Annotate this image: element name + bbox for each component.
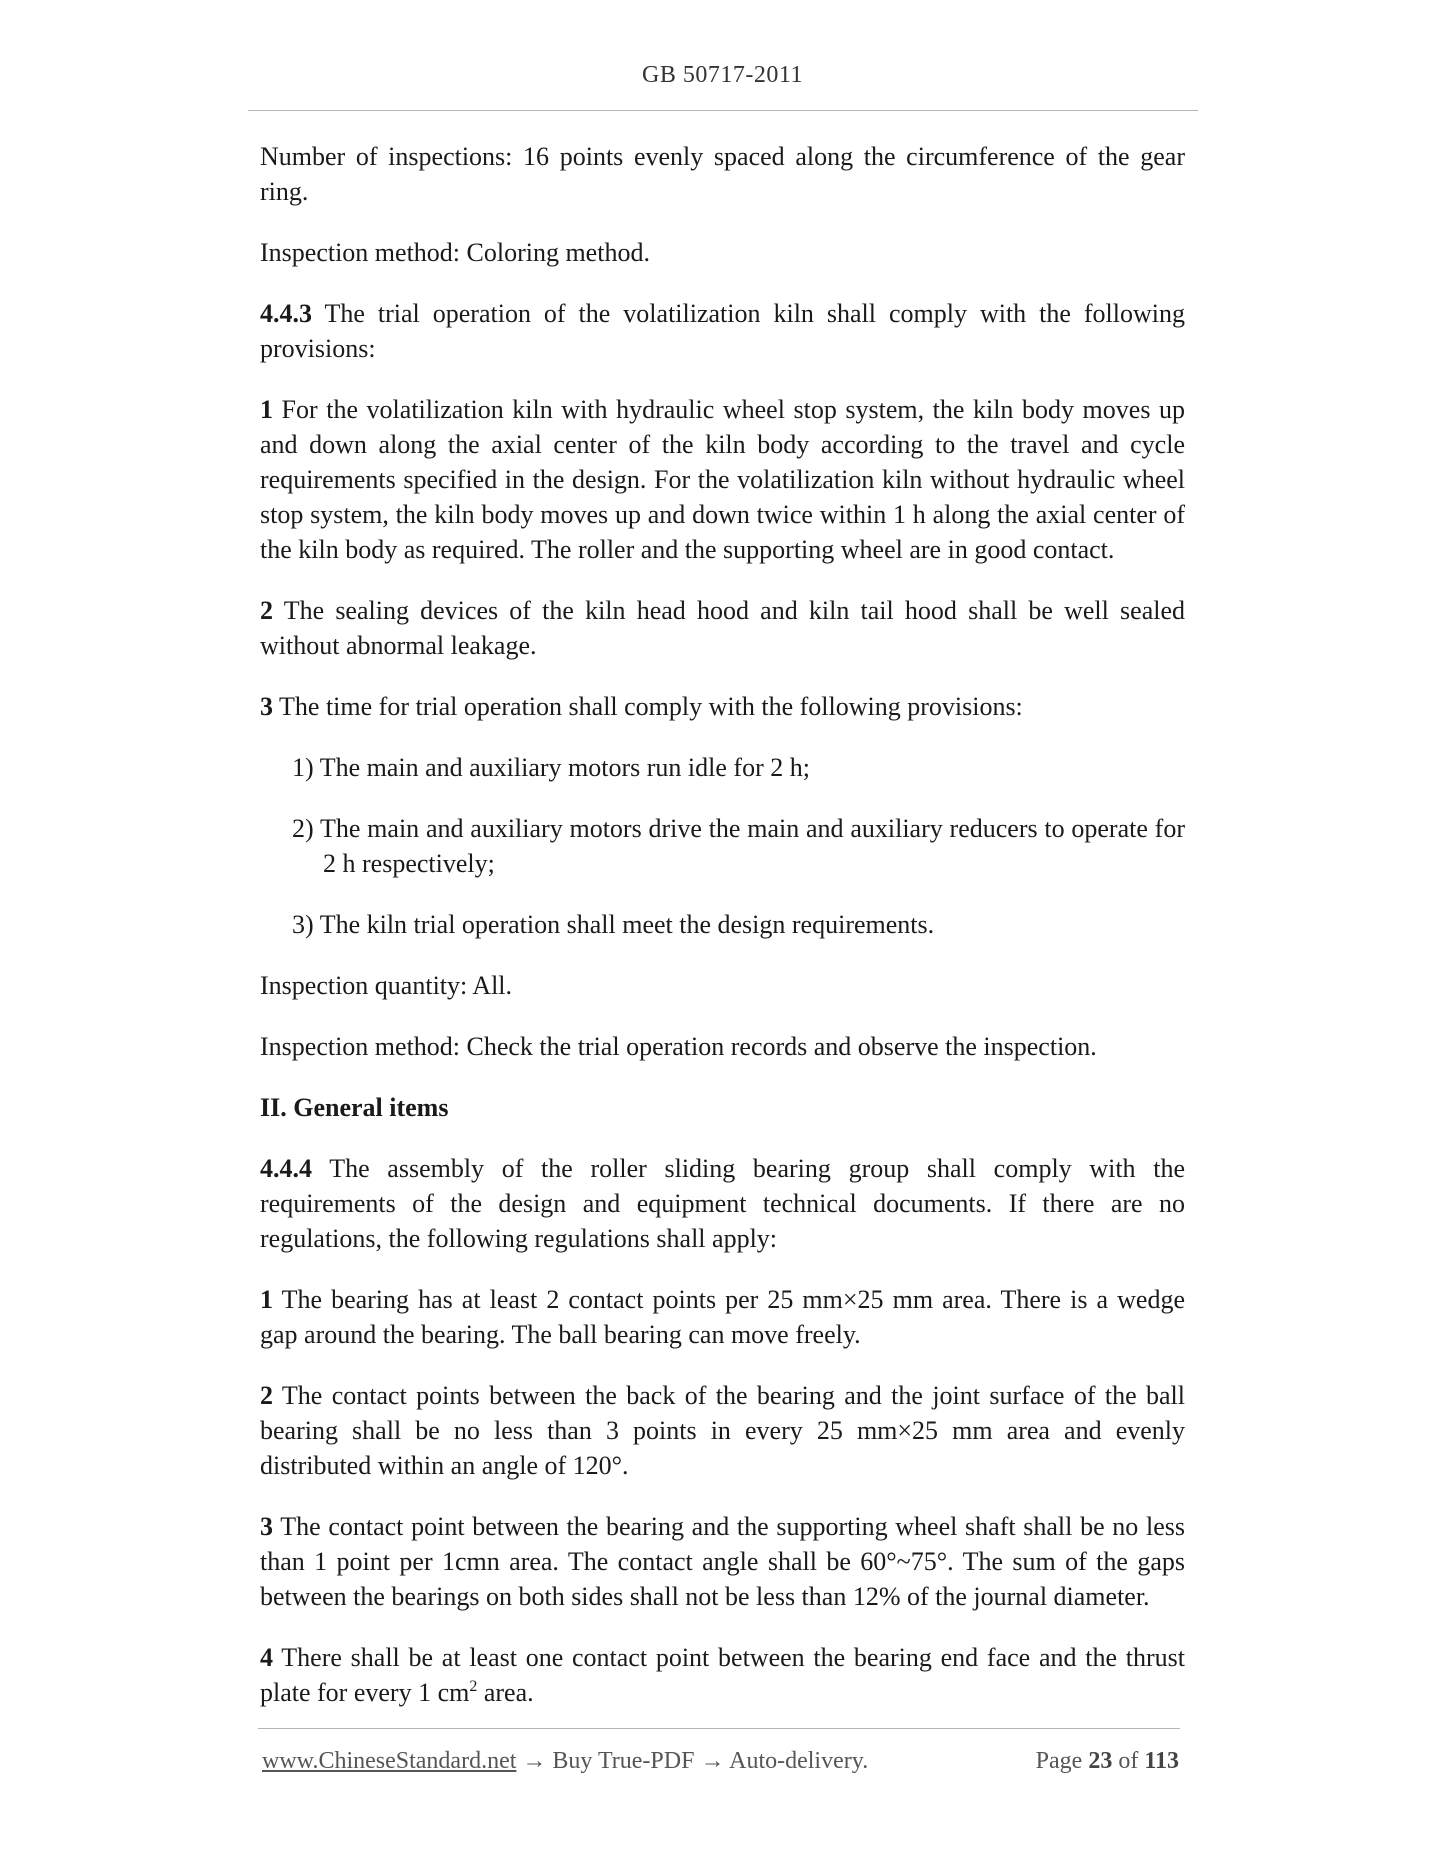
item-text: There shall be at least one contact point between the bearing end face and the thrust plate for every 1 cm — [260, 1643, 1185, 1707]
sub-item-3: 3) The kiln trial operation shall meet the design requirements. — [292, 910, 935, 939]
clause-number: 4.4.4 — [260, 1154, 312, 1183]
clause-text: The assembly of the roller sliding bearing group shall comply with the requirements of the design and equipment technical documents. If there are no regulations, the following regulations shall apply: — [260, 1154, 1185, 1253]
header-divider — [248, 110, 1198, 111]
clause-number: 4.4.3 — [260, 299, 312, 328]
provision-item-1 — [260, 392, 1185, 567]
promo-text: → Buy True-PDF → Auto-delivery. — [516, 1748, 869, 1774]
item-text: The bearing has at least 2 contact points per 25 mm×25 mm area. There is a wedge gap around the bearing. The ball bearing can move freely. — [260, 1285, 1185, 1349]
general-item-3 — [260, 1509, 1185, 1614]
general-item-2 — [260, 1378, 1185, 1483]
provision-item-3 — [260, 689, 1185, 724]
item-number: 2 — [260, 1381, 273, 1410]
general-item-4 — [260, 1640, 1185, 1710]
item-number: 3 — [260, 692, 273, 721]
provision-item-2 — [260, 593, 1185, 663]
item-number: 1 — [260, 395, 273, 424]
item-text-end: area. — [477, 1678, 534, 1707]
clause-4-4-3 — [260, 296, 1185, 366]
page-label: Page — [1035, 1748, 1083, 1774]
item-text: The sealing devices of the kiln head hood and kiln tail hood shall be well sealed without abnormal leakage. — [260, 596, 1185, 660]
footer-promo — [262, 1748, 868, 1775]
item-text: The contact points between the back of the bearing and the joint surface of the ball bearing shall be no less than 3 points in every 25 mm×25 mm area and evenly distributed within an angle of 120°. — [260, 1381, 1185, 1480]
item-number: 1 — [260, 1285, 273, 1314]
page-indicator — [1036, 1748, 1179, 1775]
item-number: 4 — [260, 1643, 273, 1672]
superscript: 2 — [469, 1678, 478, 1695]
inspection-count-paragraph: Number of inspections: 16 points evenly spaced along the circumference of the gear ring. — [260, 142, 1185, 206]
sub-item-1: 1) The main and auxiliary motors run idle for 2 h; — [292, 753, 810, 782]
general-item-1 — [260, 1282, 1185, 1352]
current-page-number: 23 — [1088, 1748, 1113, 1774]
item-text: The time for trial operation shall comply with the following provisions: — [273, 692, 1023, 721]
clause-text: The trial operation of the volatilization kiln shall comply with the following provisions: — [260, 299, 1185, 363]
page-footer — [262, 1748, 1179, 1784]
website-link[interactable]: www.ChineseStandard.net — [262, 1748, 517, 1774]
inspection-method-paragraph: Inspection method: Coloring method. — [260, 238, 650, 267]
inspection-quantity-paragraph: Inspection quantity: All. — [260, 971, 513, 1000]
footer-divider — [258, 1728, 1180, 1729]
item-number: 3 — [260, 1512, 273, 1541]
document-id-header: GB 50717-2011 — [642, 62, 803, 88]
section-heading-general-items: II. General items — [260, 1093, 449, 1122]
sub-item-2: 2) The main and auxiliary motors drive the main and auxiliary reducers to operate for 2 h respectively; — [292, 814, 1185, 878]
clause-4-4-4 — [260, 1151, 1185, 1256]
inspection-method-records-paragraph: Inspection method: Check the trial operation records and observe the inspection. — [260, 1032, 1097, 1061]
item-text: The contact point between the bearing and the supporting wheel shaft shall be no less than 1 point per 1cmn area. The contact angle shall be 60°~75°. The sum of the gaps between the bearings on both sides shall not be less than 12% of the journal diameter. — [260, 1512, 1185, 1611]
total-page-count: 113 — [1144, 1748, 1179, 1774]
item-text: For the volatilization kiln with hydraulic wheel stop system, the kiln body moves up and down along the axial center of the kiln body according to the travel and cycle requirements specified in the design. For the volatilization kiln without hydraulic wheel stop system, the kiln body moves up and down twice within 1 h along the axial center of the kiln body as required. The roller and the supporting wheel are in good contact. — [260, 395, 1185, 564]
item-number: 2 — [260, 596, 273, 625]
of-label: of — [1118, 1748, 1139, 1774]
page-body — [260, 139, 1185, 1736]
